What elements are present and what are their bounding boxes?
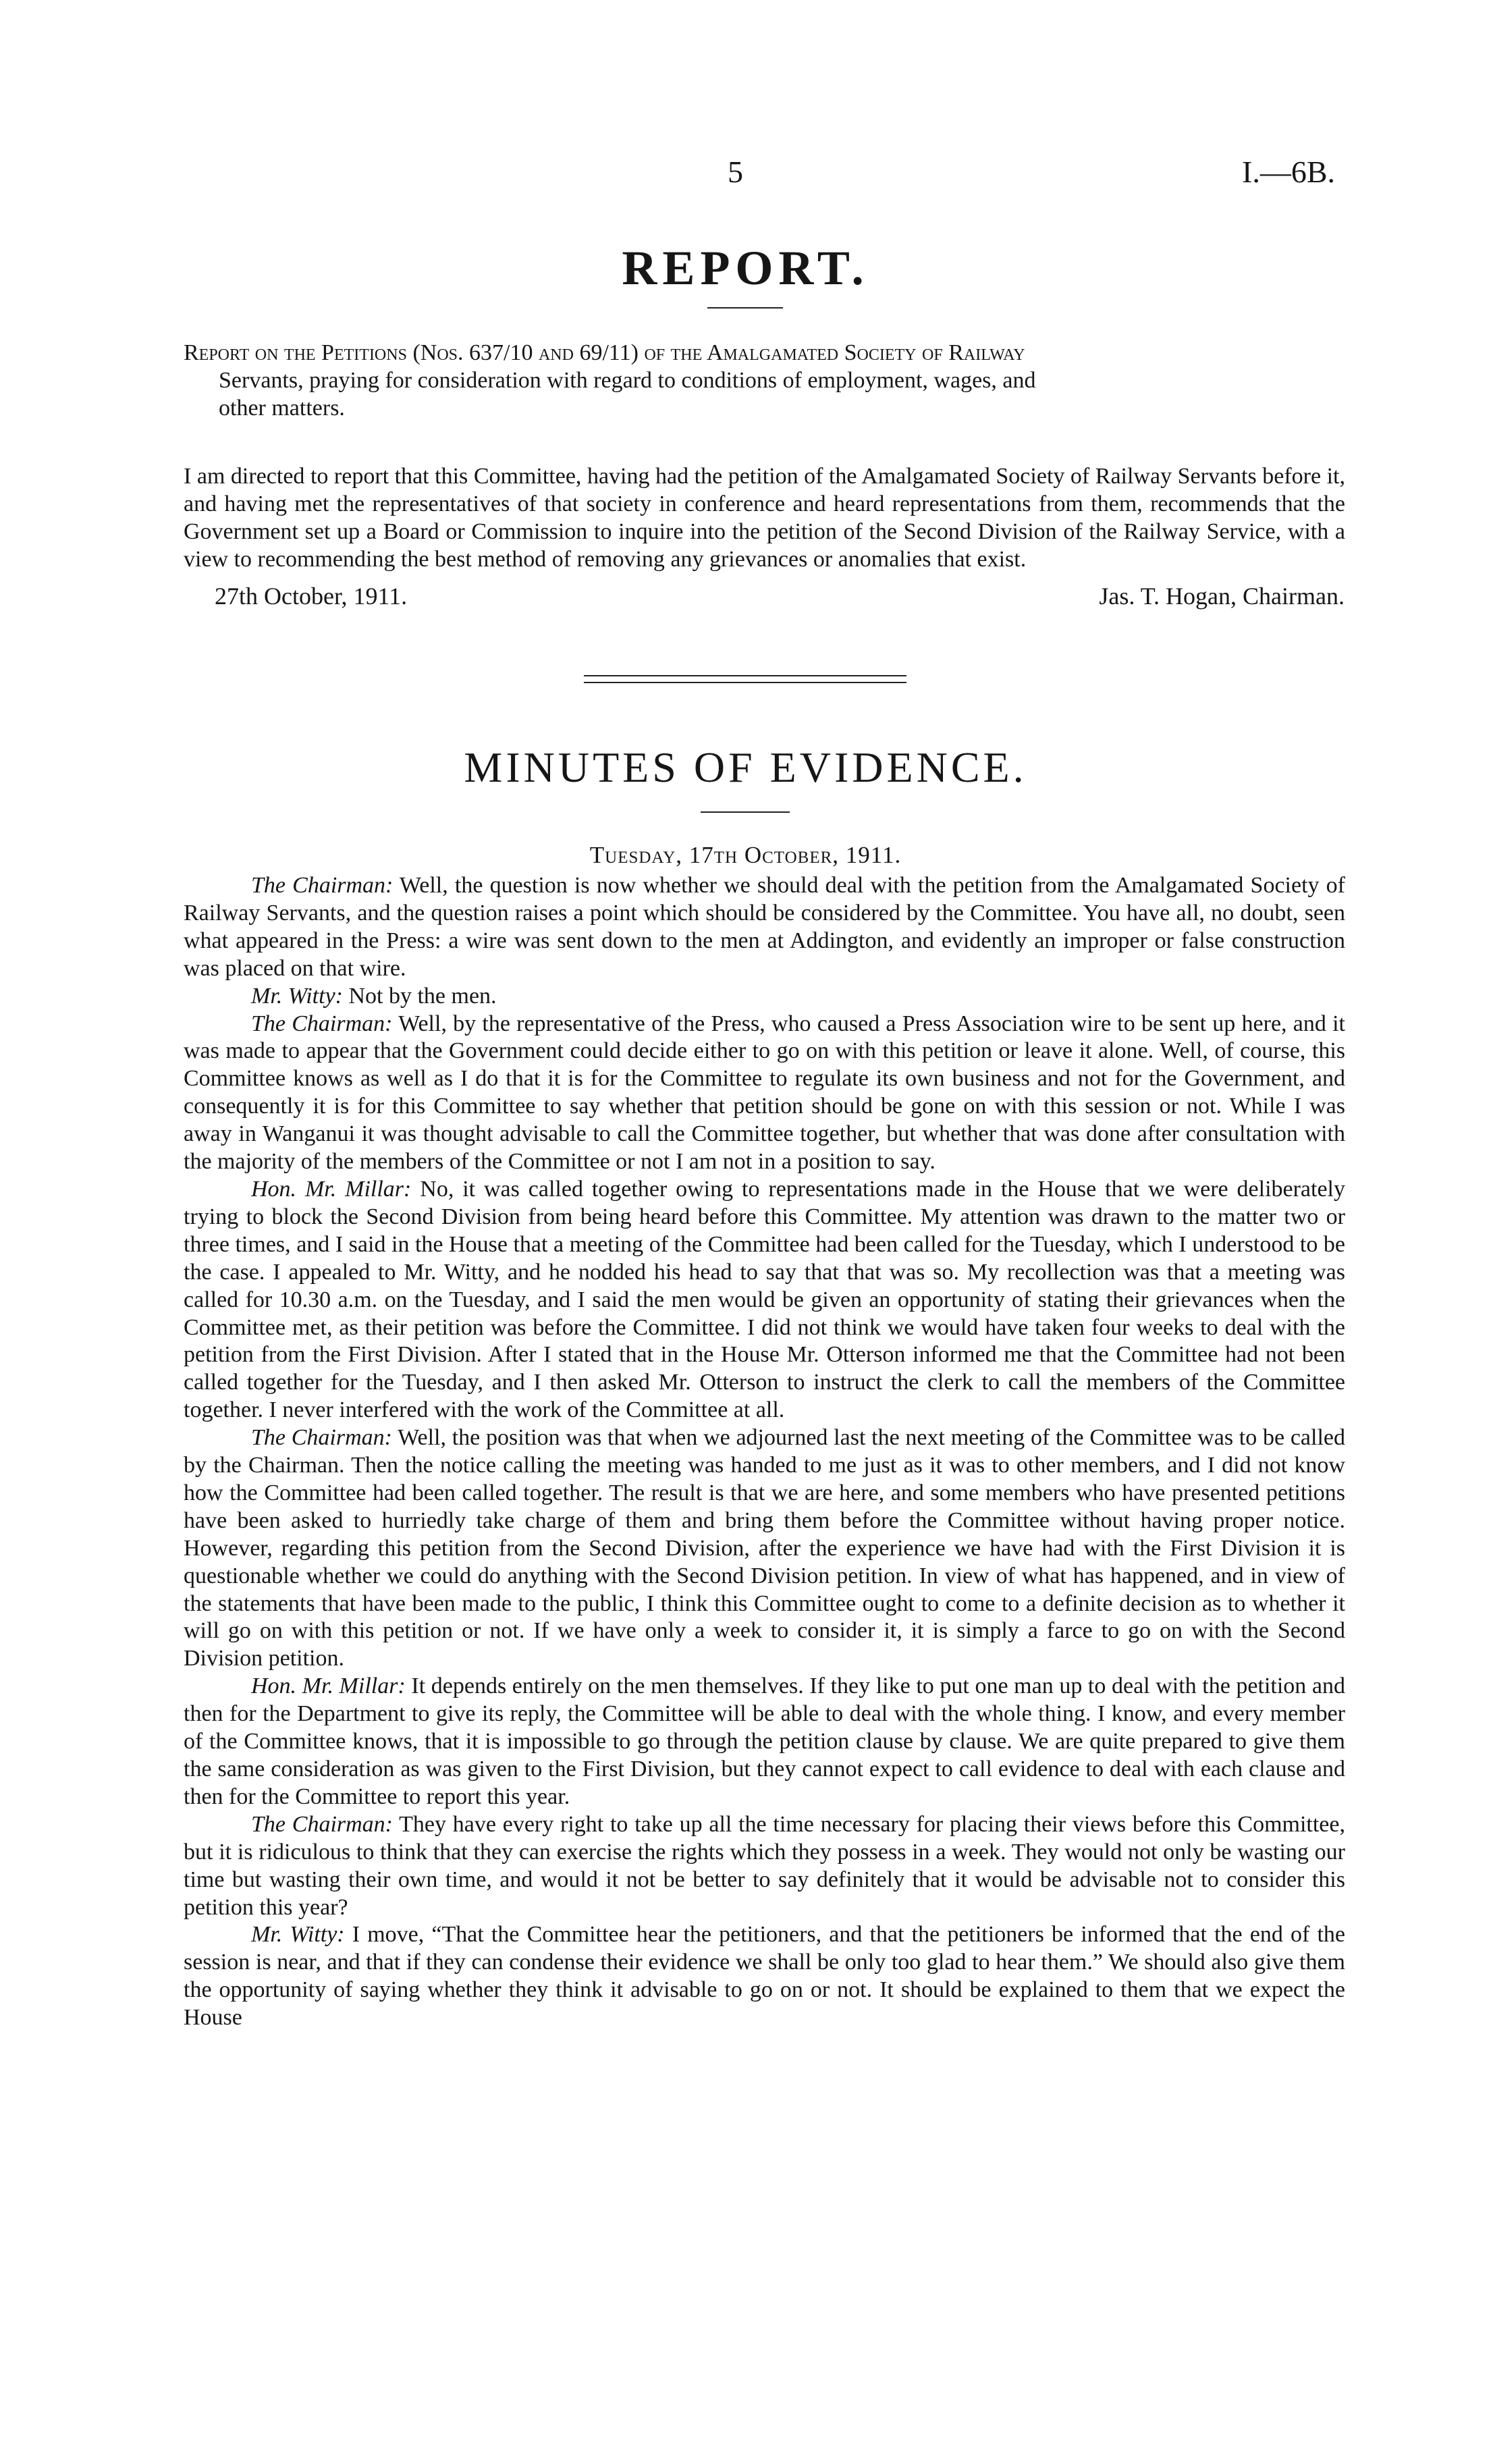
speaker-name: Mr. Witty:: [251, 1922, 345, 1948]
speech-text: No, it was called together owing to representations made in the House that we were deliberately trying to block the Second Division from being heard before this Committee. My attention was drawn to the matter two or three times, and I said in the House that a meeting of the Committee had been called for the Tuesday, which I understood to be the case. I appealed to Mr. Witty, and he nodded his head to say that that was so. My recollection was that a meeting was called for 10.30 a.m. on the Tuesday, and I said the men would be given an opportunity of stating their grievances when the Committee met, as their petition was before the Committee. I did not think we would have taken four weeks to deal with the petition from the First Division. After I stated that in the House Mr. Otterson informed me that the Committee had not been called together for the Tuesday, and I then asked Mr. Otterson to instruct the clerk to call the members of the Committee together. I never interfered with the work of the Committee at all.: [184, 1176, 1345, 1423]
evidence-entry: [184, 983, 1345, 1011]
evidence-entry: [184, 872, 1345, 983]
intro-line: Servants, praying for consideration with regard to conditions of employment, wages, and: [219, 367, 1036, 393]
report-date: 27th October, 1911.: [215, 583, 408, 610]
title-rule: [707, 307, 783, 309]
speech-text: They have every right to take up all the time necessary for placing their views before this Committee, but it is ridiculous to think that they can exercise the rights which they possess in a week. They would not only be wasting our time but wasting their own time, and would it not be better to say definitely that it would be advisable not to consider this petition this year?: [184, 1811, 1345, 1920]
evidence-entry: [184, 1176, 1345, 1424]
speaker-name: Hon. Mr. Millar:: [251, 1673, 406, 1699]
speaker-name: The Chairman:: [251, 873, 394, 898]
minutes-rule: [701, 811, 790, 813]
speech-text: It depends entirely on the men themselves. If they like to put one man up to deal with the petition and then for the Department to give its reply, the Committee will be able to deal with the whole thing. I know, and every member of the Committee knows, that it is impossible to go through the petition clause by clause. We are quite prepared to give them the same consideration as was given to the First Division, but they cannot expect to call evidence to deal with each clause and then for the Committee to report this year.: [184, 1673, 1346, 1809]
evidence-entry: [184, 1673, 1345, 1811]
page-header: [0, 154, 1491, 194]
speech-text: Well, the position was that when we adjourned last the next meeting of the Committee was to be called by the Chairman. Then the notice calling the meeting was handed to me just as it was to other members, and I did not know how the Committee had been called together. The result is that we are here, and some members who have presented petitions have been asked to hurriedly take charge of them and bring them before the Committee without having proper notice. However, regarding this petition from the Second Division, after the experience we have had with the First Division it is questionable whether we could do anything with the Second Division petition. In view of what has happened, and in view of the statements that have been made to the public, I think this Committee ought to come to a definite decision as to whether it will go on with this petition or not. If we have only a week to consider it, it is simply a farce to go on with the Second Division petition.: [184, 1425, 1345, 1671]
speaker-name: The Chairman:: [251, 1811, 393, 1837]
evidence-entry: [184, 1811, 1345, 1922]
signature-row: [215, 582, 1345, 614]
speech-text: I move, “That the Committee hear the petitioners, and that the petitioners be informed that the end of the session is near, and that if they can condense their evidence we shall be only too glad to hear them.” We should also give them the opportunity of saying whether they think it advisable to go on or not. It should be explained to them that we expect the House: [184, 1922, 1345, 2031]
evidence-entry: [184, 1424, 1345, 1673]
report-title: REPORT.: [622, 241, 869, 295]
minutes-date-heading: Tuesday, 17th October, 1911.: [589, 842, 902, 868]
speech-text: Not by the men.: [348, 983, 497, 1009]
report-intro: [184, 340, 1345, 423]
report-signature: Jas. T. Hogan, Chairman.: [1099, 583, 1345, 610]
document-code: I.—6B.: [1242, 155, 1335, 189]
evidence-body: [184, 872, 1345, 2032]
evidence-entry: [184, 1011, 1345, 1176]
speech-text: Well, the question is now whether we should deal with the petition from the Amalgamated Society of Railway Servants, and the question raises a point which should be considered by the Committee. You have all, no doubt, seen what appeared in the Press: a wire was sent down to the men at Addington, and evidently an improper or false construction was placed on that wire.: [184, 873, 1345, 981]
speech-text: Well, by the representative of the Press, who caused a Press Association wire to be sent up here, and it was made to appear that the Government could decide either to go on with this petition or leave it alone. Well, of course, this Committee knows as well as I do that it is for the Committee to regulate its own business and not for the Government, and consequently it is for this Committee to say whether that petition should be gone on with this session or not. While I was away in Wanganui it was thought advisable to call the Committee together, but whether that was done after consultation with the majority of the members of the Committee or not I am not in a position to say.: [184, 1011, 1345, 1175]
intro-line: other matters.: [219, 395, 345, 421]
evidence-entry: [184, 1921, 1345, 2032]
intro-line: Report on the Petitions (Nos. 637/10 and 69/11) of the Amalgamated Society of Railway: [184, 340, 1025, 365]
section-divider: [584, 675, 906, 683]
speaker-name: Hon. Mr. Millar:: [251, 1176, 412, 1202]
speaker-name: The Chairman:: [251, 1011, 393, 1036]
speaker-name: Mr. Witty:: [251, 983, 343, 1009]
minutes-title: MINUTES OF EVIDENCE.: [464, 743, 1027, 791]
report-body: I am directed to report that this Committee, having had the petition of the Amalgamated Society of Railway Servants before it, and having met the representatives of that society in conference and heard representations from them, recommends that the Government set up a Board or Commission to inquire into the petition of the Second Division of the Railway Service, with a view to recommending the best method of removing any grievances or anomalies that exist.: [184, 464, 1345, 572]
speaker-name: The Chairman:: [251, 1425, 392, 1451]
page-number: 5: [728, 155, 743, 189]
